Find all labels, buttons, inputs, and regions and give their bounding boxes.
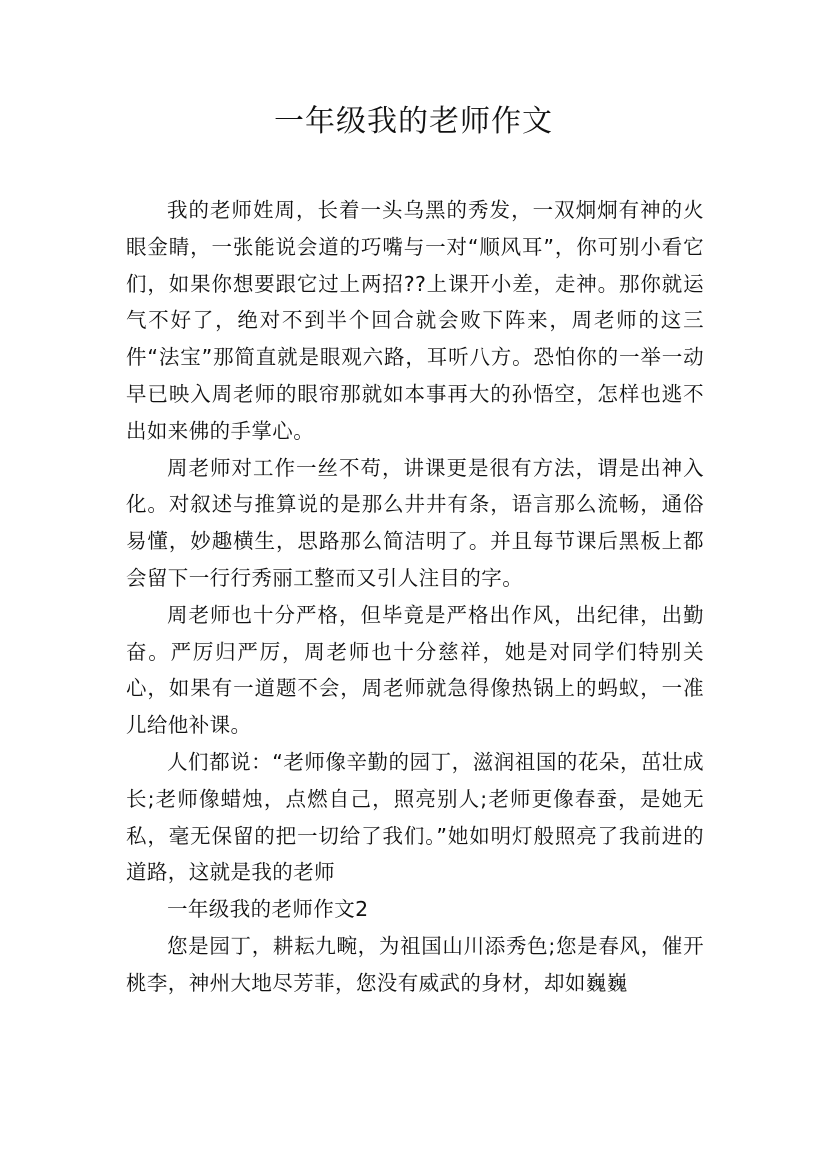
paragraph-4: 人们都说：“老师像辛勤的园丁，滋润祖国的花朵，茁壮成长;老师像蜡烛，点燃自己，照亮别人;老师更像春蚕，是她无私，毫无保留的把一切给了我们。”她如明灯般照亮了我前进的道路，这就是我的老师 [126, 749, 704, 885]
document-body [126, 192, 704, 1002]
section-heading-2: 一年级我的老师作文2 [167, 897, 369, 922]
document-title: 一年级我的老师作文 [274, 104, 553, 139]
paragraph-3: 周老师也十分严格，但毕竟是严格出作风，出纪律，出勤奋。严厉归严厉，周老师也十分慈祥，她是对同学们特别关心，如果有一道题不会，周老师就急得像热锅上的蚂蚁，一准儿给他补课。 [126, 602, 704, 738]
paragraph-1: 我的老师姓周，长着一头乌黑的秀发，一双炯炯有神的火眼金睛，一张能说会道的巧嘴与一对“顺风耳”，你可别小看它们，如果你想要跟它过上两招??上课开小差，走神。那你就运气不好了，绝对不到半个回合就会败下阵来，周老师的这三件“法宝”那简直就是眼观六路，耳听八方。恐怕你的一举一动早已映入周老师的眼帘那就如本事再大的孙悟空，怎样也逃不出如来佛的手掌心。 [126, 198, 704, 443]
paragraph-5: 您是园丁，耕耘九畹，为祖国山川添秀色;您是春风，催开桃李，神州大地尽芳菲，您没有威武的身材，却如巍巍 [126, 933, 704, 995]
paragraph-2: 周老师对工作一丝不苟，讲课更是很有方法，谓是出神入化。对叙述与推算说的是那么井井有条，语言那么流畅，通俗易懂，妙趣横生，思路那么简洁明了。并且每节课后黑板上都会留下一行行秀丽工整而又引人注目的字。 [126, 455, 704, 590]
